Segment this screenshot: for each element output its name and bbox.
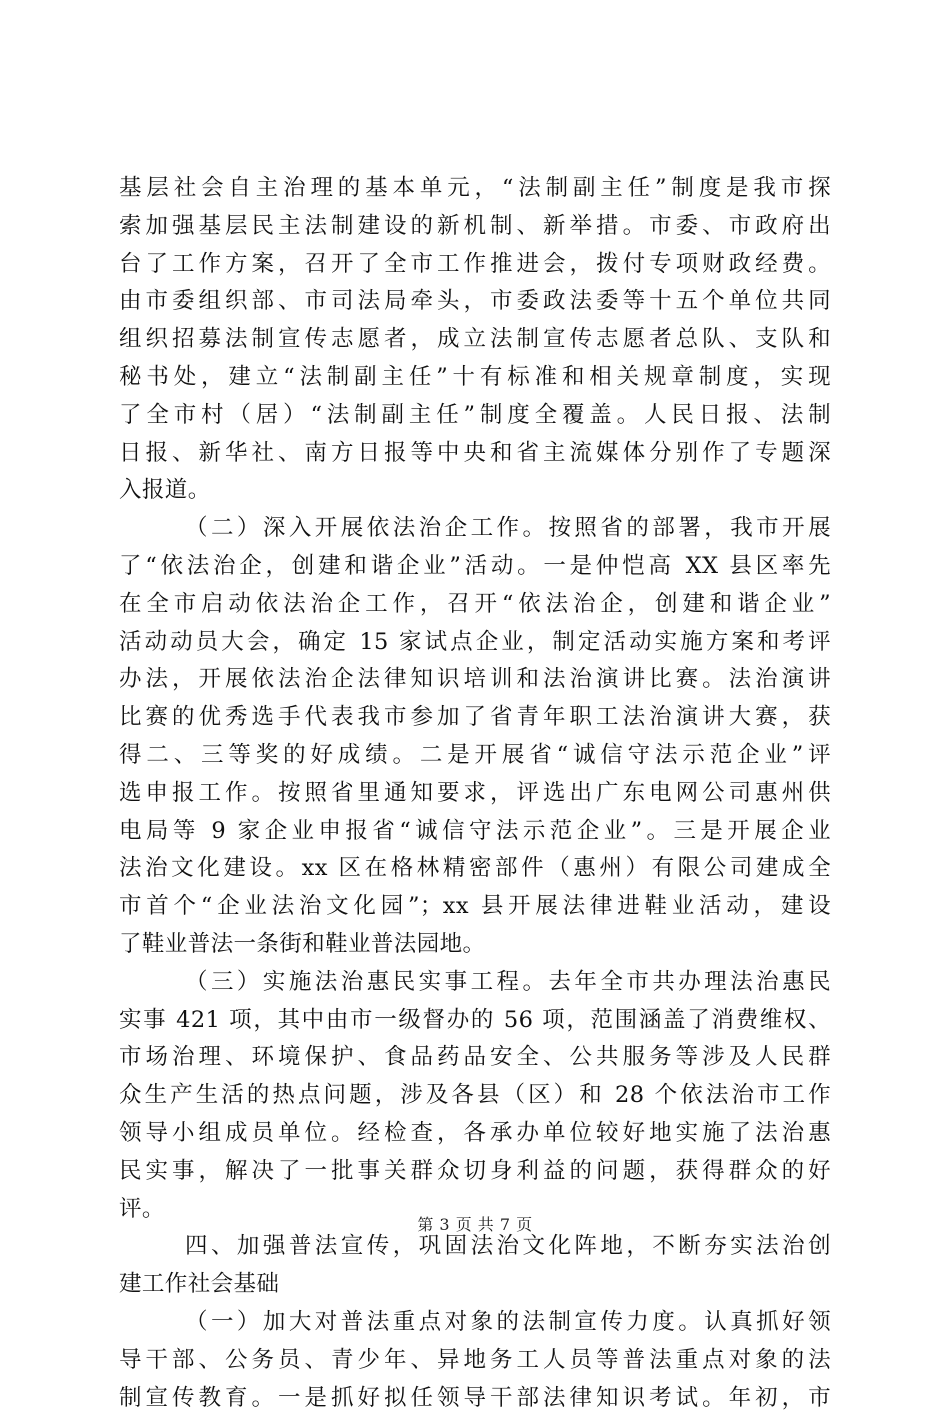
text-line: 评。 — [119, 1191, 831, 1229]
text-line: 市场治理、环境保护、食品药品安全、公共服务等涉及人民群 — [119, 1039, 831, 1077]
text-line: 办法，开展依法治企法律知识培训和法治演讲比赛。法治演讲 — [119, 661, 831, 699]
text-line: 实事 421 项，其中由市一级督办的 56 项，范围涵盖了消费维权、 — [119, 1002, 831, 1040]
text-line: 由市委组织部、市司法局牵头，市委政法委等十五个单位共同 — [119, 283, 831, 321]
text-line: 建工作社会基础 — [119, 1266, 831, 1304]
text-line: 民实事，解决了一批事关群众切身利益的问题，获得群众的好 — [119, 1153, 831, 1191]
text-line: 入报道。 — [119, 472, 831, 510]
text-line: 比赛的优秀选手代表我市参加了省青年职工法治演讲大赛，获 — [119, 699, 831, 737]
text-line: 了鞋业普法一条街和鞋业普法园地。 — [119, 926, 831, 964]
text-line: 基层社会自主治理的基本单元，“法制副主任”制度是我市探 — [119, 170, 831, 208]
text-line: 领导小组成员单位。经检查，各承办单位较好地实施了法治惠 — [119, 1115, 831, 1153]
text-line: （三）实施法治惠民实事工程。去年全市共办理法治惠民 — [119, 964, 831, 1002]
text-line: 选申报工作。按照省里通知要求，评选出广东电网公司惠州供 — [119, 775, 831, 813]
text-line: 在全市启动依法治企工作，召开“依法治企，创建和谐企业” — [119, 586, 831, 624]
text-line: 秘书处，建立“法制副主任”十有标准和相关规章制度，实现 — [119, 359, 831, 397]
text-line: 组织招募法制宣传志愿者，成立法制宣传志愿者总队、支队和 — [119, 321, 831, 359]
text-line: 台了工作方案，召开了全市工作推进会，拨付专项财政经费。 — [119, 246, 831, 284]
text-line: 法治文化建设。xx 区在格林精密部件（惠州）有限公司建成全 — [119, 850, 831, 888]
text-line: 了“依法治企，创建和谐企业”活动。一是仲恺高 XX 县区率先 — [119, 548, 831, 586]
text-line: 得二、三等奖的好成绩。二是开展省“诚信守法示范企业”评 — [119, 737, 831, 775]
text-line: 电局等 9 家企业申报省“诚信守法示范企业”。三是开展企业 — [119, 813, 831, 851]
page-footer: 第 3 页 共 7 页 — [0, 1214, 950, 1236]
text-line: 市首个“企业法治文化园”；xx 县开展法律进鞋业活动，建设 — [119, 888, 831, 926]
text-line: 制宣传教育。一是抓好拟任领导干部法律知识考试。年初，市 — [119, 1380, 831, 1417]
text-line: 四、加强普法宣传，巩固法治文化阵地，不断夯实法治创 — [119, 1228, 831, 1266]
text-line: 活动动员大会，确定 15 家试点企业，制定活动实施方案和考评 — [119, 624, 831, 662]
text-line: 导干部、公务员、青少年、异地务工人员等普法重点对象的法 — [119, 1342, 831, 1380]
text-line: 日报、新华社、南方日报等中央和省主流媒体分别作了专题深 — [119, 435, 831, 473]
text-line: 了全市村（居）“法制副主任”制度全覆盖。人民日报、法制 — [119, 397, 831, 435]
text-line: （一）加大对普法重点对象的法制宣传力度。认真抓好领 — [119, 1304, 831, 1342]
text-line: （二）深入开展依法治企工作。按照省的部署，我市开展 — [119, 510, 831, 548]
text-line: 众生产生活的热点问题，涉及各县（区）和 28 个依法治市工作 — [119, 1077, 831, 1115]
text-line: 索加强基层民主法制建设的新机制、新举措。市委、市政府出 — [119, 208, 831, 246]
